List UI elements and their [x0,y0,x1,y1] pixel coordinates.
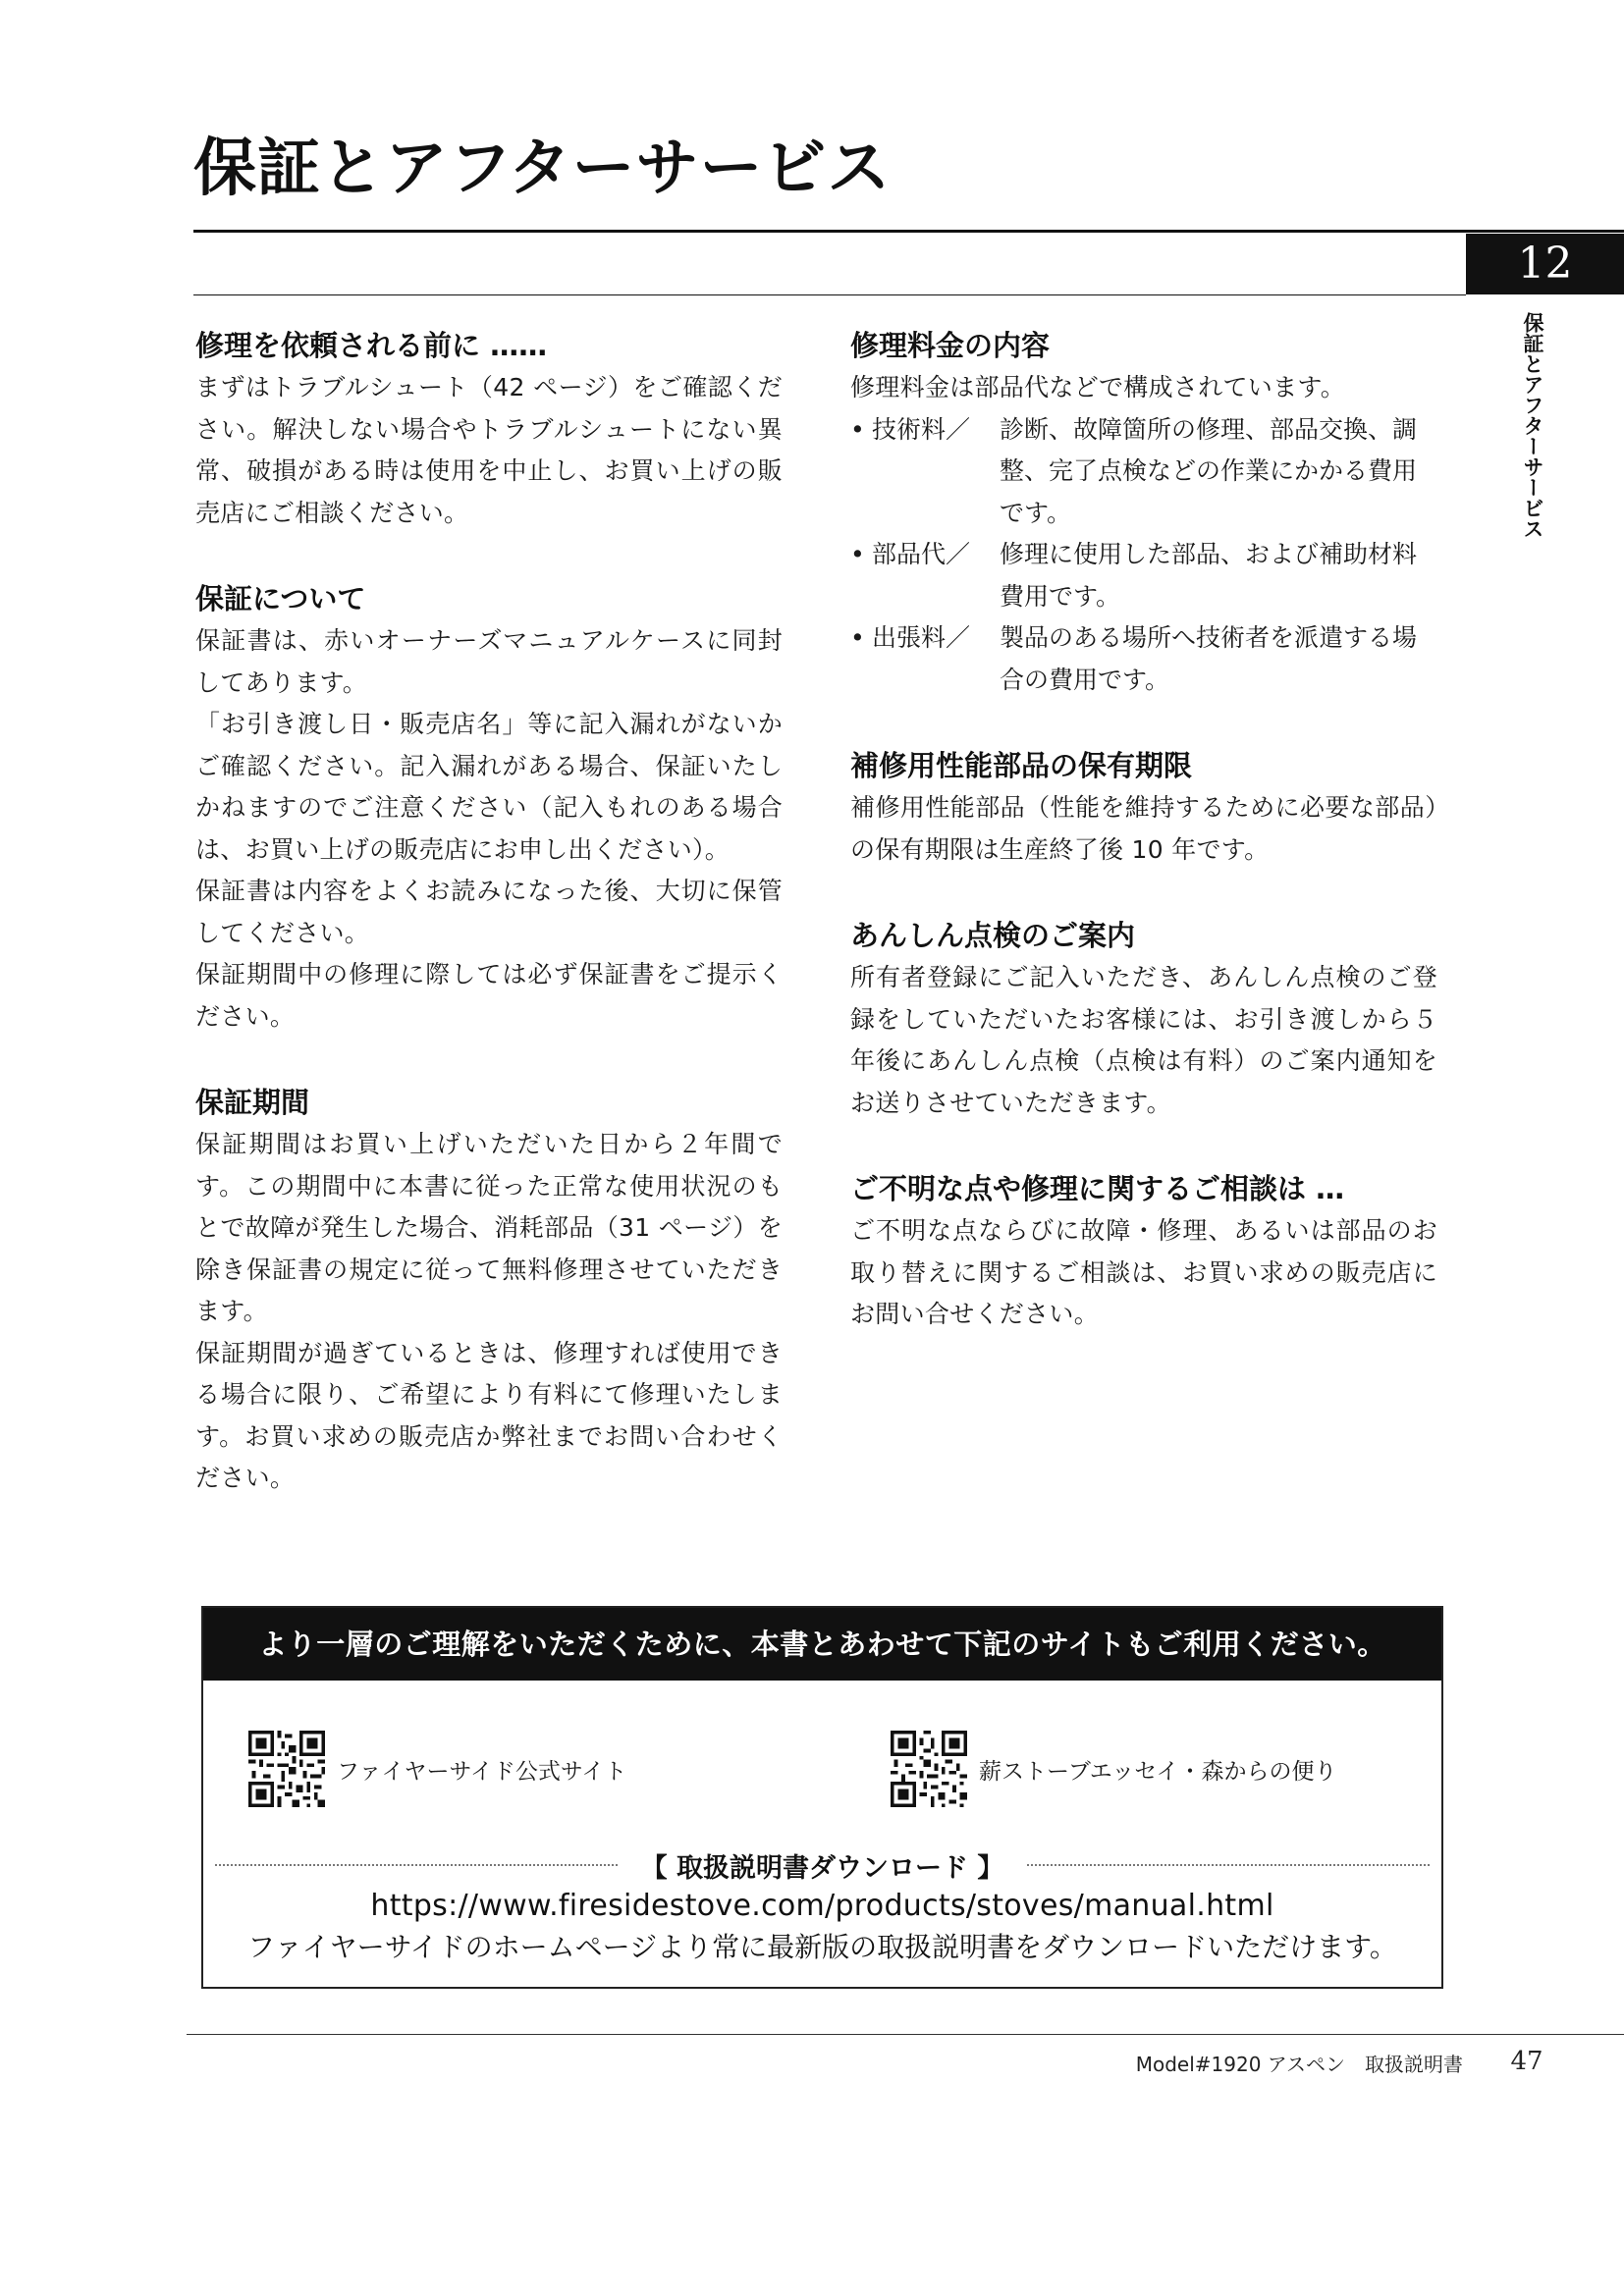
left-column [195,324,783,1543]
section-warranty [195,577,783,1038]
title-divider [193,230,1624,233]
section-heading: 補修用性能部品の保有期限 [850,749,1193,782]
website-info-box [201,1606,1443,1989]
chapter-side-label: 保証とアフターサービス [1521,312,1544,539]
page-number: 47 [1510,2047,1543,2076]
section-inspection-guide [850,914,1437,1124]
section-paragraph: 「お引き渡し日・販売店名」等に記入漏れがないかご確認ください。記入漏れがある場合、保証いたしかねますのでご注意ください（記入もれのある場合は、お買い上げの販売店にお申し出ください）。 [195,710,783,864]
list-item [850,617,1437,701]
section-paragraph: 所有者登録にご記入いただき、あんしん点検のご登録をしていただいたお客様には、お引き渡しから５年後にあんしん点検（点検は有料）のご案内通知をお送りさせていただきます。 [850,963,1437,1117]
fee-description: 診断、故障箇所の修理、部品交換、調整、完了点検などの作業にかかる費用です。 [1000,414,1418,527]
bullet-icon: • [850,623,865,652]
fee-description: 製品のある場所へ技術者を派遣する場合の費用です。 [1000,623,1418,694]
page-title: 保証とアフターサービス [193,132,892,205]
fee-term: 出張料／ [872,623,971,652]
section-heading: ご不明な点や修理に関するご相談は … [850,1172,1345,1205]
section-warranty-period [195,1081,783,1500]
info-banner: より一層のご理解をいただくために、本書とあわせて下記のサイトもご利用ください。 [203,1608,1441,1681]
section-inquiries [850,1167,1437,1336]
download-heading: 【 取扱説明書ダウンロード 】 [640,1852,1004,1884]
header-divider [193,294,1466,295]
section-paragraph: 補修用性能部品（性能を維持するために必要な部品）の保有期限は生産終了後 10 年です。 [850,793,1437,864]
download-url-link[interactable]: https://www.firesidestove.com/products/stoves/manual.html [370,1889,1274,1923]
section-paragraph: 保証書は内容をよくお読みになった後、大切に保管してください。 [195,877,783,947]
link-label: 薪ストーブエッセイ・森からの便り [979,1758,1337,1785]
fee-description: 修理に使用した部品、および補助材料費用です。 [1000,540,1418,611]
section-heading: 保証期間 [195,1086,310,1119]
section-heading: 修理料金の内容 [850,329,1051,362]
bullet-icon: • [850,540,865,568]
essay-site-link[interactable] [891,1730,1337,1808]
chapter-number-tab: 12 [1466,234,1624,294]
section-paragraph: 保証期間が過ぎているときは、修理すれば使用できる場合に限り、ご希望により有料にて修理いたします。お買い求めの販売店か弊社までお問い合わせください。 [195,1338,783,1492]
official-site-link[interactable] [248,1730,626,1808]
fee-term: 技術料／ [872,414,971,444]
section-paragraph: ご不明な点ならびに故障・修理、あるいは部品のお取り替えに関するご相談は、お買い求めの販売店にお問い合せください。 [850,1216,1437,1328]
section-heading: 修理を依頼される前に …… [195,329,548,362]
footer-divider [187,2034,1624,2035]
dotted-divider [1027,1864,1430,1866]
link-label: ファイヤーサイド公式サイト [337,1758,627,1785]
dotted-divider [215,1864,618,1866]
section-paragraph: 修理料金は部品代などで構成されています。 [850,373,1346,401]
section-paragraph: 保証期間中の修理に際しては必ず保証書をご提示ください。 [195,960,783,1031]
section-paragraph: まずはトラブルシュート（42 ページ）をご確認ください。解決しない場合やトラブルシュートにない異常、破損がある時は使用を中止し、お買い上げの販売店にご相談ください。 [195,373,783,527]
fee-term: 部品代／ [872,540,971,568]
section-paragraph: 保証期間はお買い上げいただいた日から２年間です。この期間中に本書に従った正常な使用状況のもとで故障が発生した場合、消耗部品（31 ページ）を除き保証書の規定に従って無料修理させていただきます。 [195,1130,783,1325]
qr-code-icon [891,1731,967,1807]
right-column [850,324,1437,1379]
section-heading: あんしん点検のご案内 [850,919,1136,952]
fee-list [850,409,1437,702]
bullet-icon: • [850,414,865,444]
qr-code-icon [248,1731,325,1807]
download-note: ファイヤーサイドのホームページより常に最新版の取扱説明書をダウンロードいただけます。 [247,1931,1397,1963]
footer-model-text: Model#1920 アスペン 取扱説明書 [1135,2053,1463,2076]
section-heading: 保証について [195,582,366,615]
section-repair-fee [850,324,1437,701]
download-heading-row [215,1847,1430,1883]
list-item [850,534,1437,617]
section-paragraph: 保証書は、赤いオーナーズマニュアルケースに同封してあります。 [195,626,783,697]
section-parts-retention [850,744,1437,871]
section-before-repair [195,324,783,534]
list-item [850,409,1437,535]
